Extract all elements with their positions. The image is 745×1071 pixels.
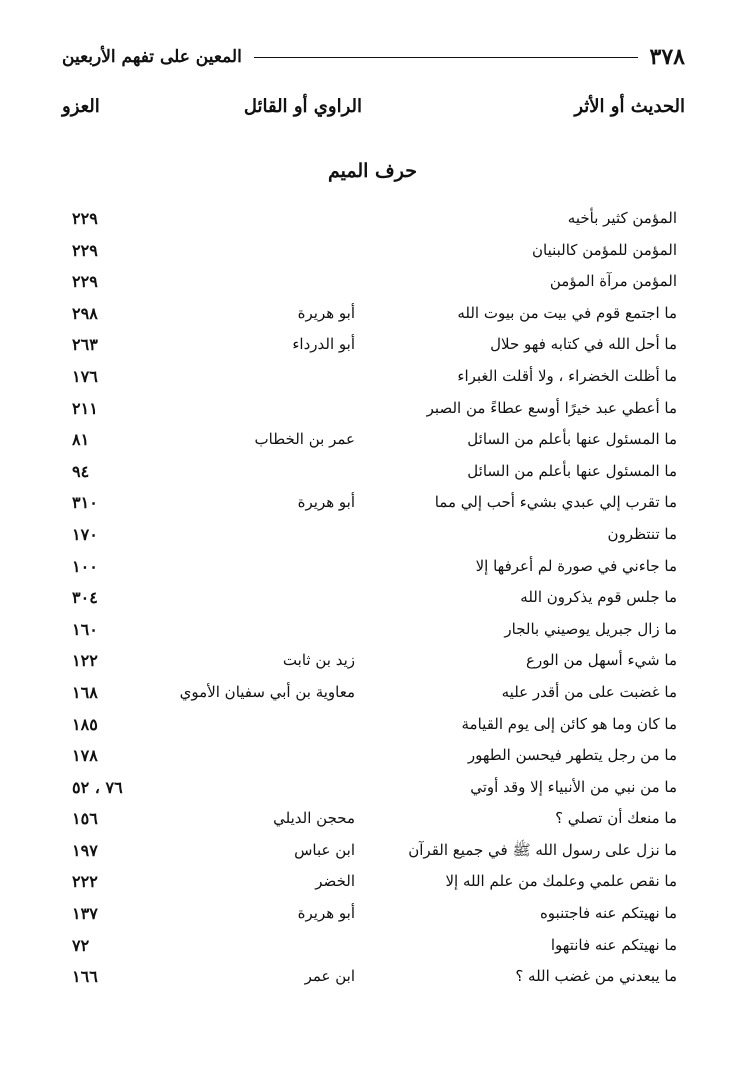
reference-page: ٢٩٨ bbox=[72, 303, 98, 323]
index-entry bbox=[62, 930, 685, 962]
index-entry bbox=[62, 772, 685, 804]
reference-page: ٣٠٤ bbox=[72, 588, 98, 608]
reference-page: ١٣٧ bbox=[72, 904, 98, 924]
hadith-text: ما المسئول عنها بأعلم من السائل bbox=[467, 430, 677, 449]
reference-page: ١٠٠ bbox=[72, 556, 98, 576]
index-entry bbox=[62, 361, 685, 393]
hadith-text: ما شيء أسهل من الورع bbox=[526, 651, 677, 670]
index-entry bbox=[62, 456, 685, 488]
hadith-text: ما نزل على رسول الله ﷺ في جميع القرآن bbox=[408, 840, 677, 859]
hadith-text: ما أحل الله في كتابه فهو حلال bbox=[490, 335, 677, 354]
hadith-text: ما تنتظرون bbox=[607, 524, 677, 543]
reference-page: ٧٦ ، ٥٢ bbox=[72, 777, 123, 797]
narrator-name: أبو هريرة bbox=[297, 493, 355, 512]
hadith-text: ما جاءني في صورة لم أعرفها إلا bbox=[475, 556, 677, 575]
index-entries bbox=[62, 203, 685, 993]
index-entry bbox=[62, 835, 685, 867]
index-entry bbox=[62, 424, 685, 456]
index-entry bbox=[62, 740, 685, 772]
section-title: حرف الميم bbox=[328, 160, 417, 182]
hadith-text: ما زال جبريل يوصيني بالجار bbox=[504, 619, 677, 638]
hadith-text: ما اجتمع قوم في بيت من بيوت الله bbox=[457, 303, 677, 322]
index-entry bbox=[62, 866, 685, 898]
reference-page: ١٨٥ bbox=[72, 714, 98, 734]
index-entry bbox=[62, 393, 685, 425]
reference-page: ١٥٦ bbox=[72, 809, 98, 829]
hadith-text: ما جلس قوم يذكرون الله bbox=[520, 588, 677, 607]
index-entry bbox=[62, 298, 685, 330]
reference-page: ٢٢٢ bbox=[72, 872, 98, 892]
index-entry bbox=[62, 235, 685, 267]
column-header-narrator: الراوي أو القائل bbox=[243, 96, 362, 117]
reference-page: ١٧٨ bbox=[72, 746, 98, 766]
hadith-text: ما منعك أن تصلي ؟ bbox=[555, 809, 677, 828]
reference-page: ١٩٧ bbox=[72, 840, 98, 860]
hadith-text: ما من نبي من الأنبياء إلا وقد أوتي bbox=[470, 777, 677, 796]
hadith-text: ما نهيتكم عنه فانتهوا bbox=[550, 935, 677, 954]
narrator-name: أبو هريرة bbox=[297, 303, 355, 322]
reference-page: ٧٢ bbox=[72, 935, 90, 955]
reference-page: ٢٢٩ bbox=[72, 272, 98, 292]
index-entry bbox=[62, 614, 685, 646]
reference-page: ١٦٦ bbox=[72, 967, 98, 987]
index-entry bbox=[62, 551, 685, 583]
narrator-name: محجن الديلي bbox=[273, 809, 355, 828]
reference-page: ٣١٠ bbox=[72, 493, 98, 513]
narrator-name: أبو الدرداء bbox=[292, 335, 355, 354]
reference-page: ١٧٠ bbox=[72, 524, 98, 544]
reference-page: ٩٤ bbox=[72, 461, 90, 481]
running-header bbox=[62, 40, 685, 74]
hadith-text: ما أظلت الخضراء ، ولا أقلت الغبراء bbox=[457, 366, 677, 385]
index-entry bbox=[62, 487, 685, 519]
narrator-name: معاوية بن أبي سفيان الأموي bbox=[179, 682, 355, 701]
narrator-name: زيد بن ثابت bbox=[282, 651, 355, 670]
reference-page: ٨١ bbox=[72, 430, 90, 450]
column-header-reference: العزو bbox=[62, 96, 100, 117]
hadith-text: المؤمن مرآة المؤمن bbox=[549, 272, 677, 291]
page-number: ٣٧٨ bbox=[649, 44, 685, 70]
index-entry bbox=[62, 582, 685, 614]
reference-page: ١٢٢ bbox=[72, 651, 98, 671]
hadith-text: المؤمن كثير بأخيه bbox=[567, 209, 677, 227]
index-entry bbox=[62, 961, 685, 993]
hadith-text: ما نهيتكم عنه فاجتنبوه bbox=[539, 904, 677, 923]
hadith-text: ما المسئول عنها بأعلم من السائل bbox=[467, 461, 677, 480]
reference-page: ١٧٦ bbox=[72, 366, 98, 386]
reference-page: ٢٢٩ bbox=[72, 209, 98, 228]
index-entry bbox=[62, 803, 685, 835]
narrator-name: الخضر bbox=[315, 872, 355, 891]
column-header-hadith: الحديث أو الأثر bbox=[574, 96, 685, 117]
reference-page: ١٦٨ bbox=[72, 682, 98, 702]
narrator-name: ابن عمر bbox=[304, 967, 355, 986]
hadith-text: ما تقرب إلي عبدي بشيء أحب إلي مما bbox=[434, 493, 677, 512]
hadith-text: ما غضبت على من أقدر عليه bbox=[501, 682, 677, 701]
hadith-text: المؤمن للمؤمن كالبنيان bbox=[531, 240, 677, 259]
reference-page: ٢٦٣ bbox=[72, 335, 98, 355]
reference-page: ٢١١ bbox=[72, 398, 98, 418]
header-rule bbox=[254, 57, 638, 58]
hadith-text: ما من رجل يتطهر فيحسن الطهور bbox=[467, 746, 677, 765]
hadith-text: ما كان وما هو كائن إلى يوم القيامة bbox=[461, 714, 677, 733]
index-entry bbox=[62, 519, 685, 551]
reference-page: ٢٢٩ bbox=[72, 240, 98, 260]
book-title: المعين على تفهم الأربعين bbox=[62, 47, 242, 67]
index-entry bbox=[62, 329, 685, 361]
index-entry bbox=[62, 266, 685, 298]
column-headers bbox=[62, 96, 685, 126]
index-entry bbox=[62, 677, 685, 709]
index-entry bbox=[62, 645, 685, 677]
index-entry bbox=[62, 898, 685, 930]
index-entry bbox=[62, 203, 685, 235]
reference-page: ١٦٠ bbox=[72, 619, 98, 639]
narrator-name: ابن عباس bbox=[294, 840, 355, 859]
narrator-name: أبو هريرة bbox=[297, 904, 355, 923]
index-entry bbox=[62, 709, 685, 741]
narrator-name: عمر بن الخطاب bbox=[254, 430, 355, 449]
hadith-text: ما يبعدني من غضب الله ؟ bbox=[515, 967, 677, 986]
hadith-text: ما أعطي عبد خيرًا أوسع عطاءً من الصبر bbox=[426, 398, 677, 417]
hadith-text: ما نقص علمي وعلمك من علم الله إلا bbox=[445, 872, 677, 891]
